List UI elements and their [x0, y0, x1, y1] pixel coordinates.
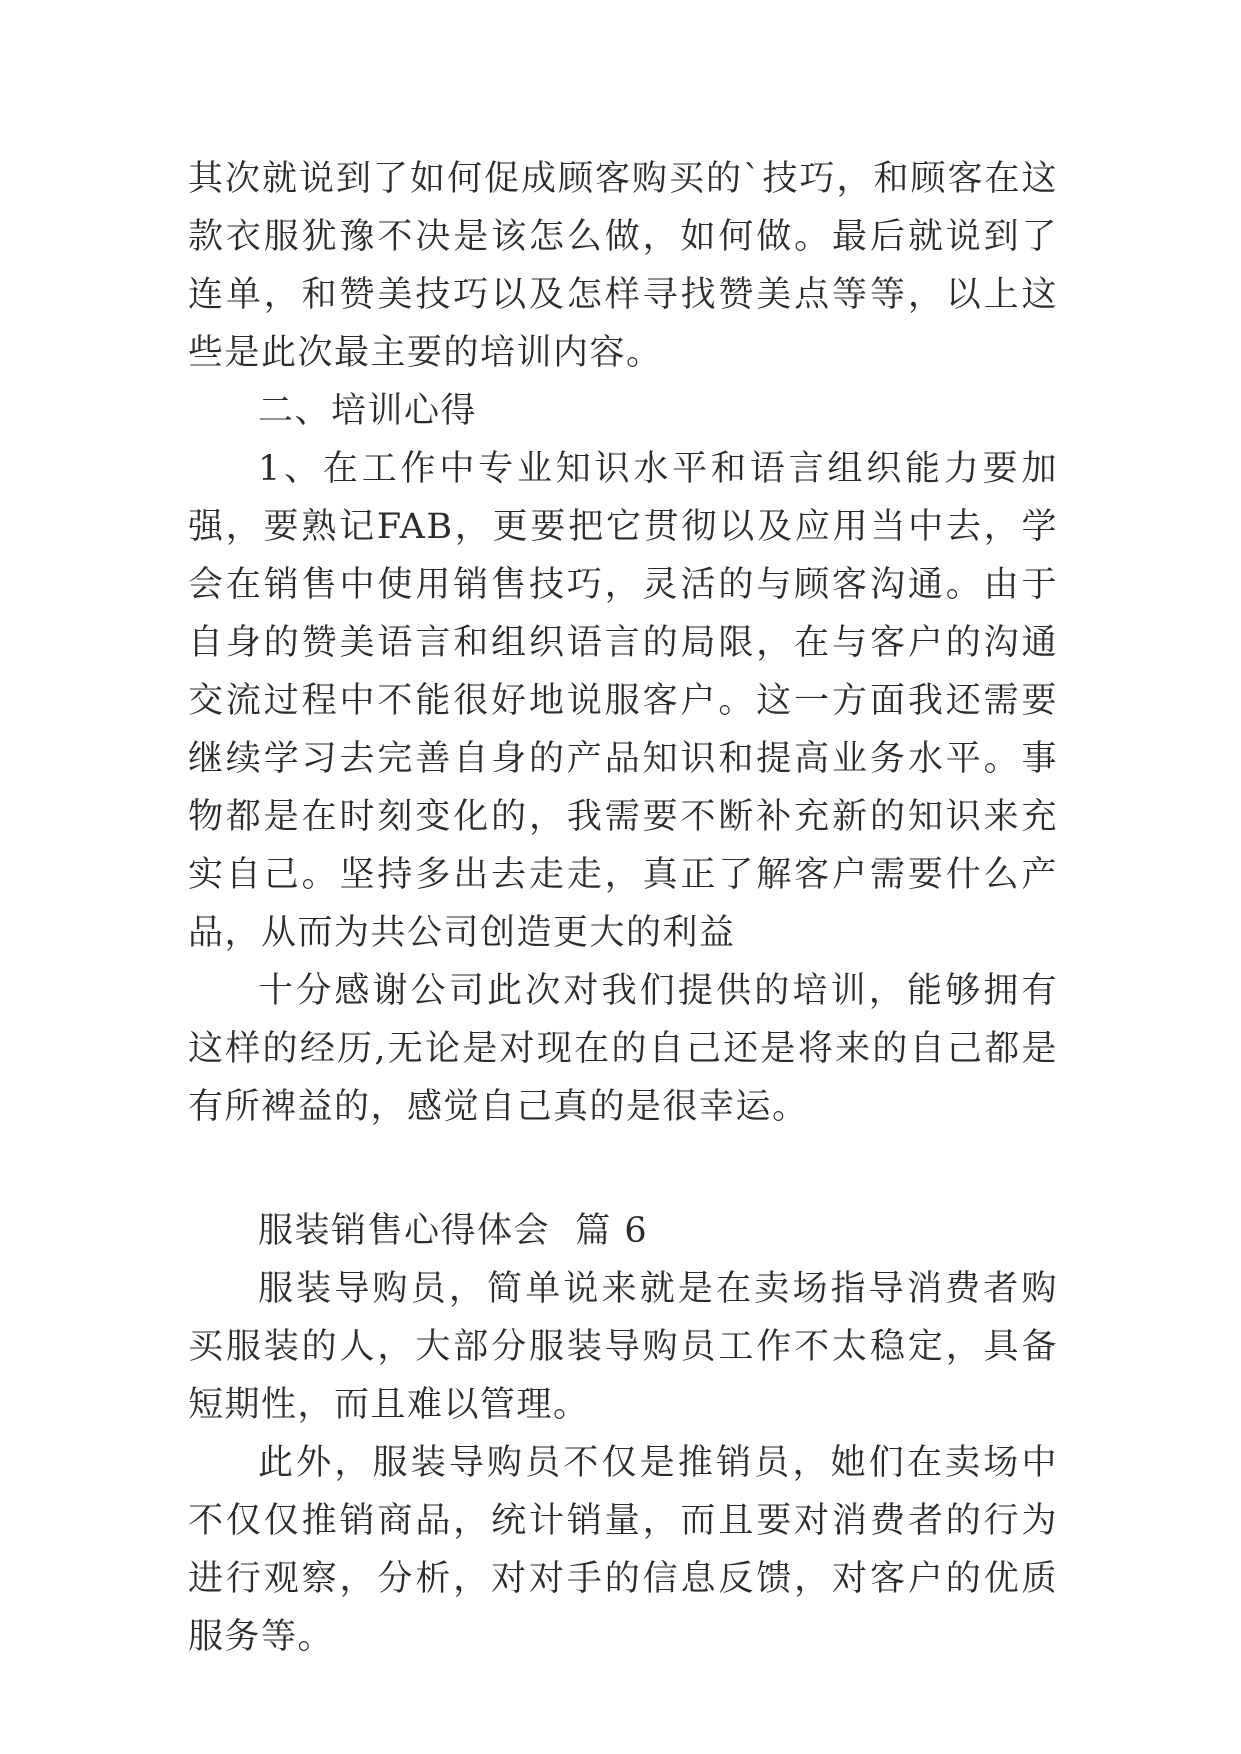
- paragraph-insight-1: 1、在工作中专业知识水平和语言组织能力要加强，要熟记FAB，更要把它贯彻以及应用当中去，学会在销售中使用销售技巧，灵活的与顾客沟通。由于自身的赞美语言和组织语言的局限，在与客户的沟通交流过程中不能很好地说服客户。这一方面我还需要继续学习去完善自身的产品知识和提高业务水平。事物都是在时刻变化的，我需要不断补充新的知识来充实自己。坚持多出去走走，真正了解客户需要什么产品，从而为共公司创造更大的利益: [188, 449, 1058, 953]
- section-spacer: [188, 1136, 1058, 1202]
- paragraph-thanks: 十分感谢公司此次对我们提供的培训，能够拥有这样的经历,无论是对现在的自己还是将来的自己都是有所裨益的，感觉自己真的是很幸运。: [188, 971, 1058, 1127]
- paragraph-shopping-guide-definition: 服装导购员，简单说来就是在卖场指导消费者购买服装的人，大部分服装导购员工作不太稳定，具备短期性，而且难以管理。: [188, 1269, 1058, 1425]
- paragraph-training-content: 其次就说到了如何促成顾客购买的`技巧，和顾客在这款衣服犹豫不决是该怎么做，如何做。最后就说到了连单，和赞美技巧以及怎样寻找赞美点等等，以上这些是此次最主要的培训内容。: [188, 159, 1058, 373]
- paragraph-shopping-guide-duties: 此外，服装导购员不仅是推销员，她们在卖场中不仅仅推销商品，统计销量，而且要对消费者的行为进行观察，分析，对对手的信息反馈，对客户的优质服务等。: [188, 1443, 1058, 1657]
- section-heading: 服装销售心得体会 篇 6: [258, 1211, 649, 1251]
- document-body: [188, 150, 1058, 1666]
- subheading-training-insights: 二、培训心得: [258, 391, 478, 431]
